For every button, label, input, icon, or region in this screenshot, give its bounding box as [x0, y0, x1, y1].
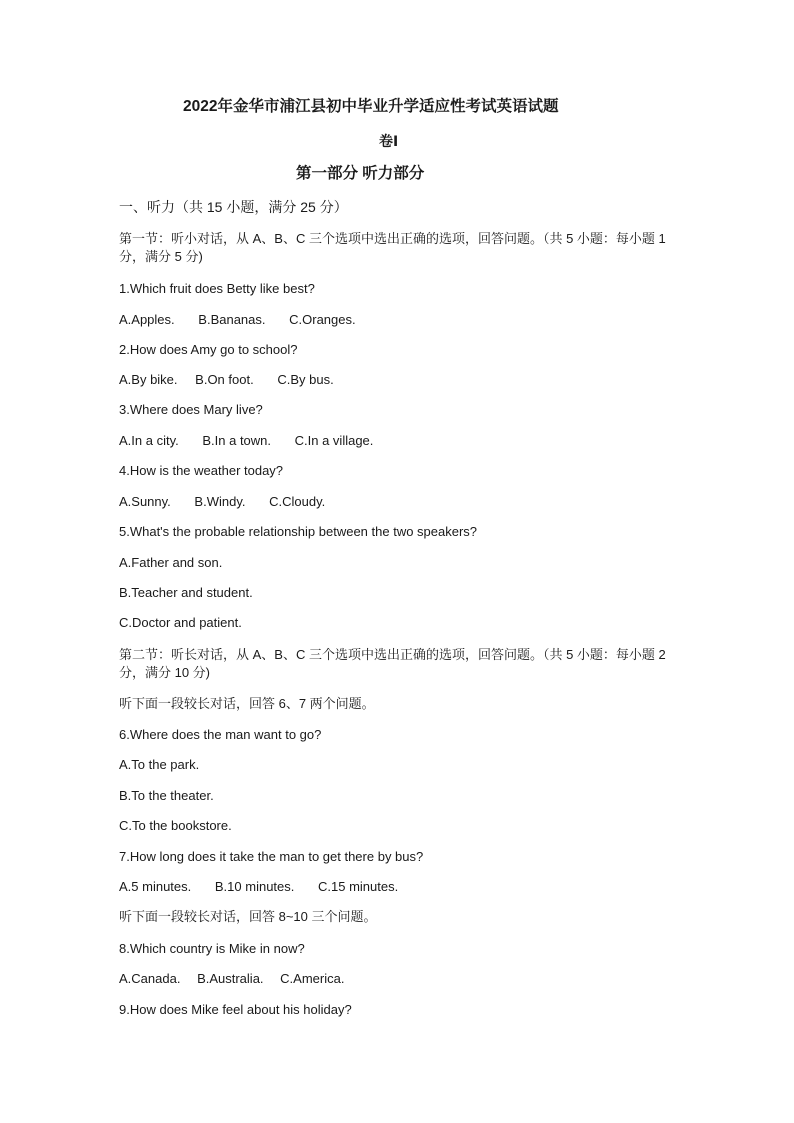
- option-a: A.Apples.: [119, 312, 175, 327]
- option-b: B.Australia.: [197, 971, 264, 986]
- option-b: B.In a town.: [202, 433, 272, 448]
- option-c: C.America.: [280, 971, 345, 986]
- option-a: A.In a city.: [119, 433, 179, 448]
- option-c: C.15 minutes.: [318, 879, 399, 894]
- option-a: A.By bike.: [119, 372, 178, 387]
- option-a: A.Canada.: [119, 971, 181, 986]
- question-3-options: [119, 432, 373, 449]
- question-3: 3.Where does Mary live?: [119, 402, 263, 417]
- instruction-q8-q10: 听下面一段较长对话，回答 8~10 三个问题。: [119, 909, 377, 924]
- volume-label: 卷Ⅰ: [379, 133, 399, 149]
- question-2: 2.How does Amy go to school?: [119, 342, 298, 357]
- instruction-q6-q7: 听下面一段较长对话，回答 6、7 两个问题。: [119, 696, 375, 711]
- option-a: A.Sunny.: [119, 494, 171, 509]
- question-5-option-b: B.Teacher and student.: [119, 585, 253, 600]
- option-c: C.In a village.: [294, 433, 374, 448]
- question-6-option-c: C.To the bookstore.: [119, 818, 232, 833]
- question-2-options: [119, 371, 334, 388]
- question-6: 6.Where does the man want to go?: [119, 727, 322, 742]
- question-5-option-a: A.Father and son.: [119, 555, 223, 570]
- question-8: 8.Which country is Mike in now?: [119, 941, 305, 956]
- section2-instruction: 第二节：听长对话，从 A、B、C 三个选项中选出正确的选项，回答问题。（共 5 小题：每小题 2 分，满分 10 分): [119, 647, 666, 680]
- listening-section-heading: 一、听力（共 15 小题，满分 25 分）: [119, 199, 348, 215]
- question-6-option-b: B.To the theater.: [119, 788, 214, 803]
- exam-title: 2022年金华市浦江县初中毕业升学适应性考试英语试题: [183, 98, 559, 115]
- question-6-option-a: A.To the park.: [119, 757, 200, 772]
- question-7-options: [119, 878, 398, 895]
- option-c: C.By bus.: [277, 372, 334, 387]
- question-5: 5.What's the probable relationship between the two speakers?: [119, 524, 478, 539]
- question-8-options: [119, 970, 344, 987]
- option-b: B.On foot.: [195, 372, 254, 387]
- question-1: 1.Which fruit does Betty like best?: [119, 281, 315, 296]
- option-b: B.10 minutes.: [214, 879, 295, 894]
- part-heading: 第一部分 听力部分: [296, 165, 425, 182]
- question-9: 9.How does Mike feel about his holiday?: [119, 1002, 352, 1017]
- option-b: B.Bananas.: [198, 312, 266, 327]
- question-1-options: [119, 311, 356, 328]
- option-c: C.Cloudy.: [269, 494, 326, 509]
- question-4: 4.How is the weather today?: [119, 463, 284, 478]
- question-4-options: [119, 493, 325, 510]
- question-7: 7.How long does it take the man to get there by bus?: [119, 849, 424, 864]
- option-a: A.5 minutes.: [119, 879, 192, 894]
- question-5-option-c: C.Doctor and patient.: [119, 615, 242, 630]
- section1-instruction: 第一节：听小对话，从 A、B、C 三个选项中选出正确的选项，回答问题。（共 5 小题：每小题 1 分，满分 5 分): [119, 231, 666, 264]
- option-c: C.Oranges.: [289, 312, 356, 327]
- option-b: B.Windy.: [194, 494, 246, 509]
